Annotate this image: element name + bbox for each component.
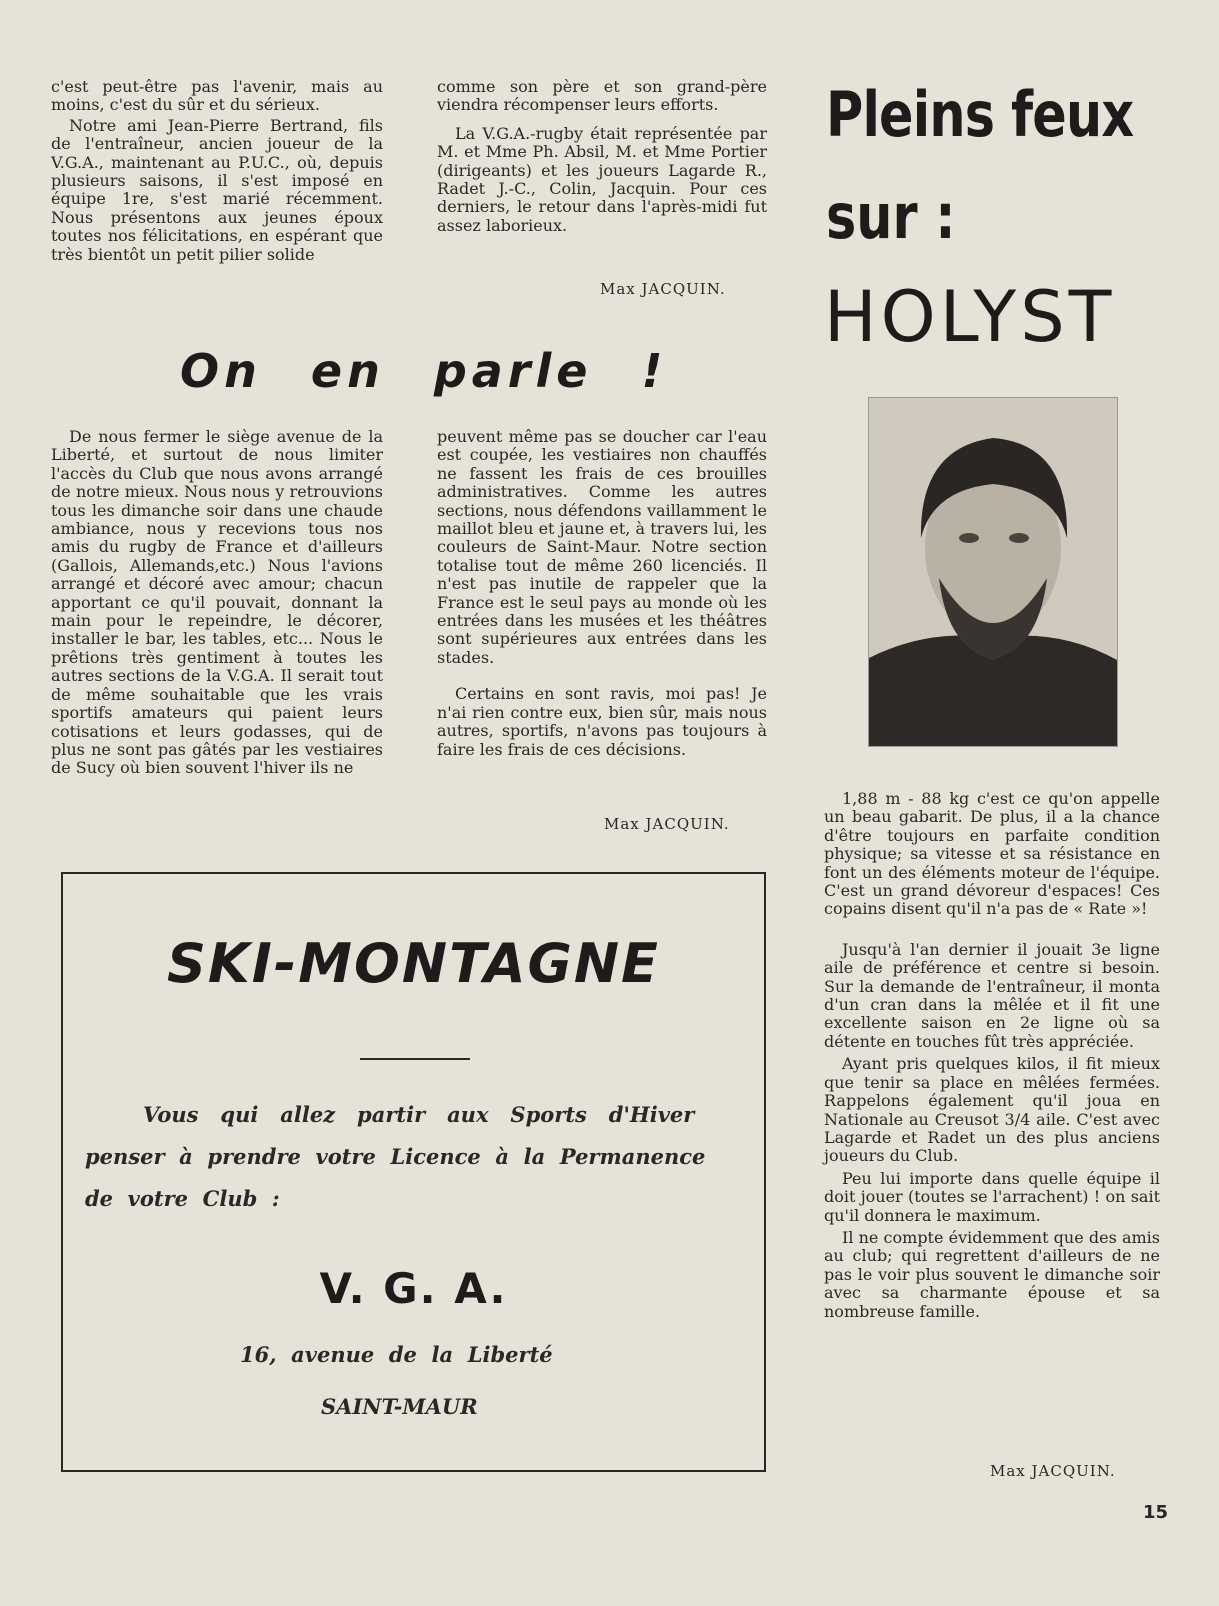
ad-divider xyxy=(360,1058,470,1060)
signature: Max JACQUIN. xyxy=(604,815,730,833)
paragraph: peuvent même pas se doucher car l'eau est coupée, les vestiaires non chauffés ne fassent les frais de ces brouilles administratives. Comme les autres sections, nous défendons vaillamment le maillot bleu et jaune et, à travers lui, les couleurs de Saint-Maur. Notre section totalise tout de même 260 licenciés. Il n'est pas inutile de rappeler que la France est le seul pays au monde où les entrées dans les musées et les théâtres sont supérieures aux entrées dans les stades. xyxy=(437,427,767,667)
feature-title-line1: Pleins feux xyxy=(826,78,1134,151)
feature-title-line2: sur : xyxy=(826,180,956,253)
signature: Max JACQUIN. xyxy=(990,1462,1116,1480)
ad-text-line: Vous qui allez partir aux Sports d'Hiver xyxy=(143,1102,695,1127)
paragraph: Il ne compte évidemment que des amis au club; qui regrettent d'ailleurs de ne pas le voir plus souvent le dimanche soir avec sa charmante épouse et sa nombreuse famille. xyxy=(824,1227,1160,1321)
section-title: On en parle ! xyxy=(180,344,668,398)
paragraph: Peu lui importe dans quelle équipe il doit jouer (toutes se l'arrachent) ! on sait qu'il donnera le maximum. xyxy=(824,1168,1160,1225)
ad-city: SAINT-MAUR xyxy=(321,1394,478,1419)
ski-montagne-advertisement xyxy=(61,872,766,1472)
ad-text-line: de votre Club : xyxy=(85,1186,280,1211)
paragraph: La V.G.A.-rugby était représentée par M. et Mme Ph. Absil, M. et Mme Portier (dirigeants) et les joueurs Lagarde R., Radet J.-C., Colin, Jacquin. Pour ces derniers, le retour dans l'après-midi fut assez laborieux. xyxy=(437,123,767,235)
paragraph: Jusqu'à l'an dernier il jouait 3e ligne aile de préférence et centre si besoin. Sur la demande de l'entraîneur, il monta d'un cran dans la mêlée et il fit une excellente saison en 2e ligne où sa détente en touches fût très appréciée. xyxy=(824,939,1160,1051)
ad-address: 16, avenue de la Liberté xyxy=(240,1342,553,1367)
player-name: HOLYST xyxy=(824,276,1116,358)
ad-title: SKI-MONTAGNE xyxy=(167,932,660,995)
paragraph: c'est peut-être pas l'avenir, mais au moins, c'est du sûr et du sérieux. xyxy=(51,77,383,115)
paragraph: Notre ami Jean-Pierre Bertrand, fils de l'entraîneur, ancien joueur de la V.G.A., maintenant au P.U.C., où, depuis plusieurs saisons, il s'est imposé en équipe 1re, s'est marié récemment. Nous présentons aux jeunes époux toutes nos félicitations, en espérant que très bientôt un petit pilier solide xyxy=(51,115,383,264)
feature-text xyxy=(824,790,1160,1331)
article-continuation-left xyxy=(51,78,383,274)
signature: Max JACQUIN. xyxy=(600,280,726,298)
player-photo xyxy=(868,397,1118,747)
paragraph: De nous fermer le siège avenue de la Liberté, et surtout de nous limiter l'accès du Club que nous avons arrangé de notre mieux. Nous nous y retrouvions tous les dimanche soir dans une chaude ambiance, nous y recevions tous nos amis du rugby de France et d'ailleurs (Gallois, Allemands,etc.) Nous l'avions arrangé et décoré avec amour; chacun apportant ce qu'il pouvait, donnant la main pour le repeindre, le décorer, installer le bar, les tables, etc... Nous le prêtions très gentiment à toutes les autres sections de la V.G.A. Il serait tout de même souhaitable que les vrais sportifs amateurs qui paient leurs cotisations et leurs godasses, qui de plus ne sont pas gâtés par les vestiaires de Sucy où bien souvent l'hiver ils ne xyxy=(51,427,383,778)
ad-text-line: penser à prendre votre Licence à la Permanence xyxy=(85,1144,706,1169)
paragraph: comme son père et son grand-père viendra récompenser leurs efforts. xyxy=(437,77,767,115)
page-number: 15 xyxy=(1143,1502,1169,1523)
article-continuation-middle xyxy=(437,78,767,245)
paragraph: Certains en sont ravis, moi pas! Je n'ai rien contre eux, bien sûr, mais nous autres, sportifs, n'avons pas toujours à faire les frais de ces décisions. xyxy=(437,684,767,759)
paragraph: Ayant pris quelques kilos, il fit mieux que tenir sa place en mêlées fermées. Rappelons également qu'il joua en Nationale au Creusot 3/4 aile. C'est avec Lagarde et Radet un des plus anciens joueurs du Club. xyxy=(824,1054,1160,1166)
paragraph: 1,88 m - 88 kg c'est ce qu'on appelle un beau gabarit. De plus, il a la chance d'être toujours en parfaite condition physique; sa vitesse et sa résistance en font un des éléments moteur de l'équipe. C'est un grand dévoreur d'espaces! Ces copains disent qu'il n'a pas de « Rate »! xyxy=(824,789,1160,919)
on-en-parle-right-column xyxy=(437,428,767,769)
ad-club-name: V. G. A. xyxy=(319,1264,508,1313)
portrait-image xyxy=(869,398,1117,746)
on-en-parle-left-column xyxy=(51,428,383,788)
